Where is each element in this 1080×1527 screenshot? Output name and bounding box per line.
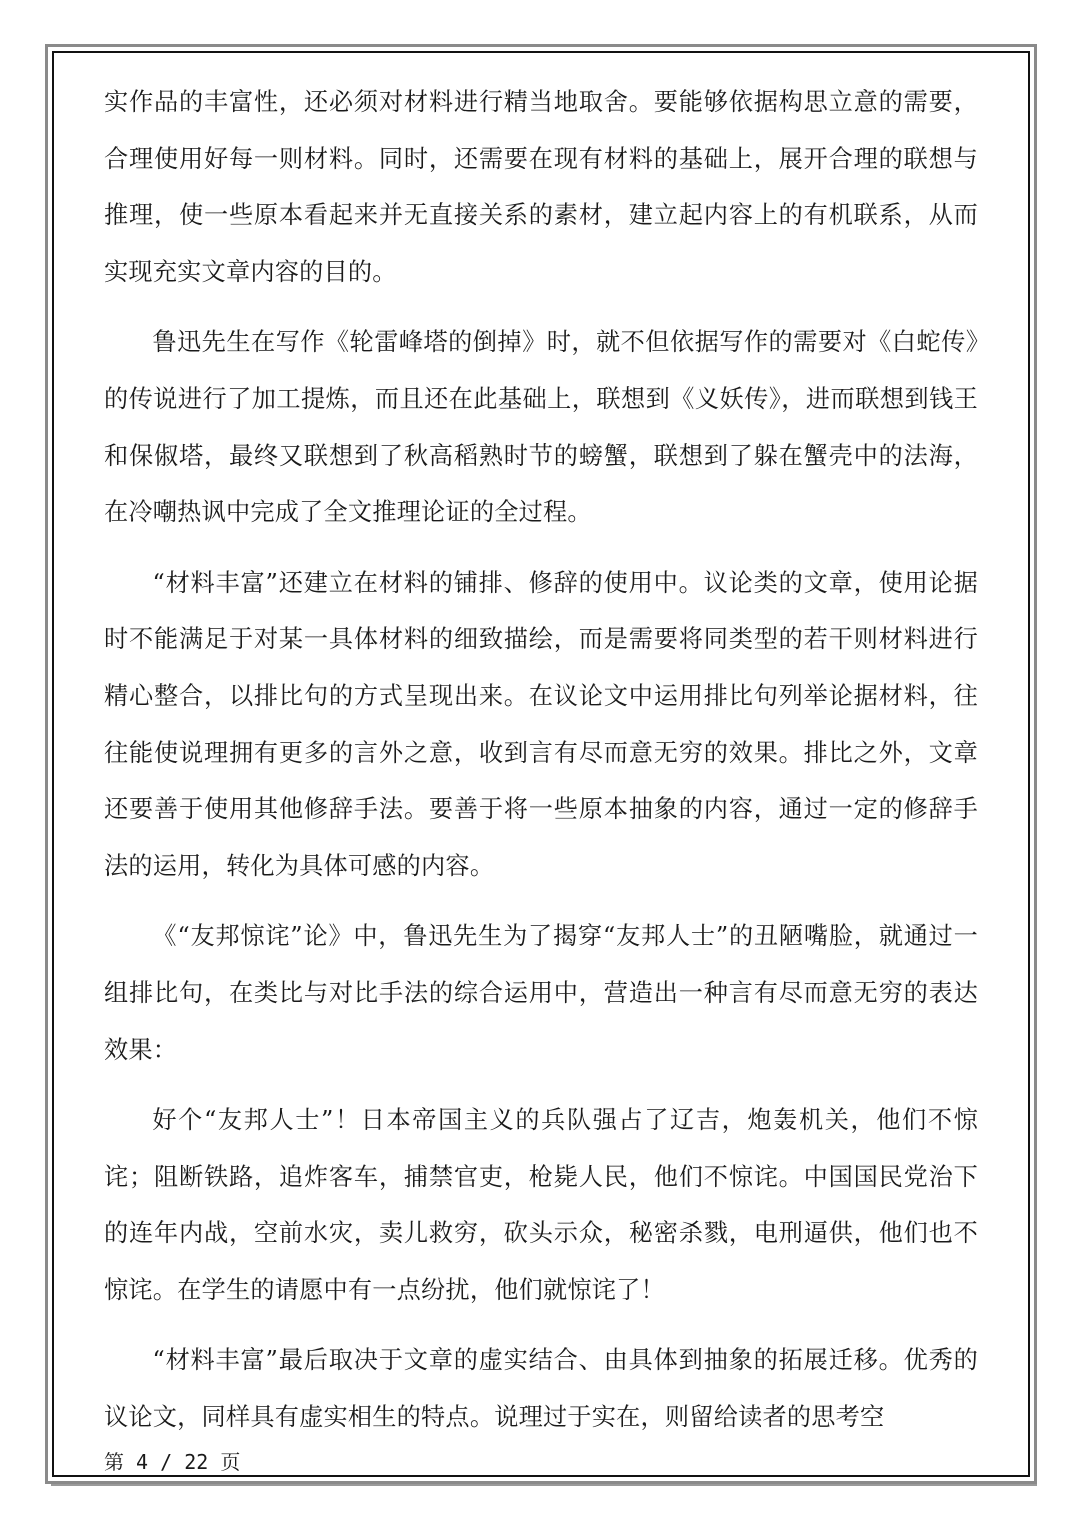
- paragraph-continuation: 实作品的丰富性，还必须对材料进行精当地取舍。要能够依据构思立意的需要，合理使用好每一则材料。同时，还需要在现有材料的基础上，展开合理的联想与推理，使一些原本看起来并无直接关系的素材，建立起内容上的有机联系，从而实现充实文章内容的目的。: [104, 88, 978, 286]
- paragraph-quotation: 好个“友邦人士”！日本帝国主义的兵队强占了辽吉，炮轰机关，他们不惊诧；阻断铁路，追炸客车，捕禁官吏，枪毙人民，他们不惊诧。中国国民党治下的连年内战，空前水灾，卖儿救穷，砍头示众，秘密杀戮，电刑逼供，他们也不惊诧。在学生的请愿中有一点纷扰，他们就惊诧了！: [104, 1106, 978, 1304]
- paragraph-rich-materials: “材料丰富”还建立在材料的铺排、修辞的使用中。议论类的文章，使用论据时不能满足于对某一具体材料的细致描绘，而是需要将同类型的若干则材料进行精心整合，以排比句的方式呈现出来。在议论文中运用排比句列举论据材料，往往能使说理拥有更多的言外之意，收到言有尽而意无穷的效果。排比之外，文章还要善于使用其他修辞手法。要善于将一些原本抽象的内容，通过一定的修辞手法的运用，转化为具体可感的内容。: [104, 568, 978, 880]
- paragraph-virtual-real: “材料丰富”最后取决于文章的虚实结合、由具体到抽象的拓展迁移。优秀的议论文，同样具有虚实相生的特点。说理过于实在，则留给读者的思考空: [104, 1346, 978, 1432]
- document-body: [104, 74, 978, 1446]
- paragraph-leifeng-tower: 鲁迅先生在写作《轮雷峰塔的倒掉》时，就不但依据写作的需要对《白蛇传》的传说进行了加工提炼，而且还在此基础上，联想到《义妖传》，进而联想到钱王和保俶塔，最终又联想到了秋高稻熟时节的螃蟹，联想到了躲在蟹壳中的法海，在冷嘲热讽中完成了全文推理论证的全过程。: [104, 328, 978, 527]
- page-number: 第 4 / 22 页: [104, 1450, 241, 1474]
- paragraph-friendly-nations: 《“友邦惊诧”论》中，鲁迅先生为了揭穿“友邦人士”的丑陋嘴脸，就通过一组排比句，在类比与对比手法的综合运用中，营造出一种言有尽而意无穷的表达效果：: [104, 922, 978, 1064]
